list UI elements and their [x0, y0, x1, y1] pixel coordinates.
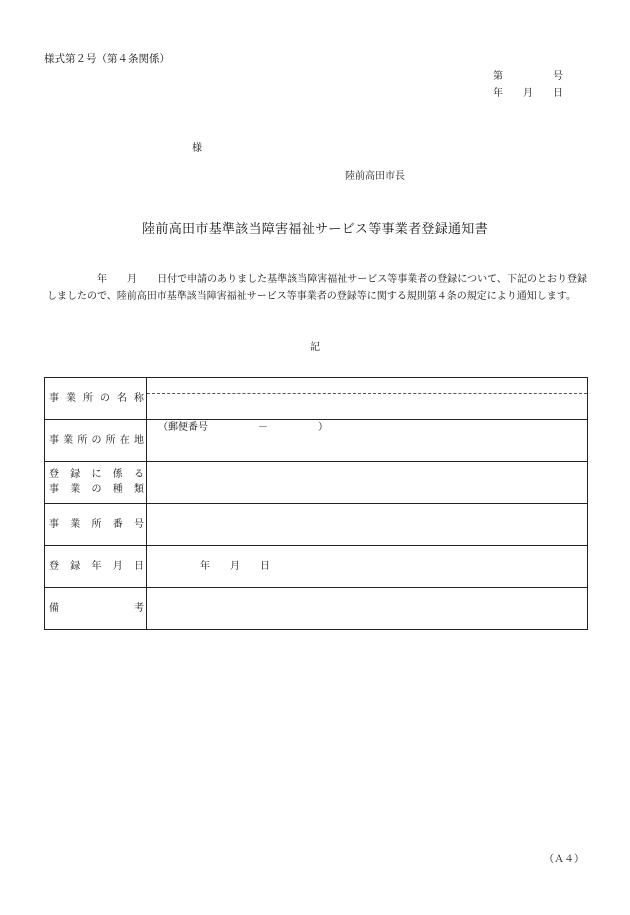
postal-code-line: （郵便番号 － ）	[158, 422, 328, 433]
table-row-office-address	[45, 420, 588, 462]
ki-heading: 記	[310, 342, 320, 353]
label-char: 事	[49, 518, 59, 530]
office-number-value	[147, 504, 588, 546]
furigana-dashed-divider	[147, 393, 587, 394]
label-justified	[49, 519, 144, 531]
label-char: 地	[133, 434, 144, 446]
label-char: 在	[119, 434, 130, 446]
label-char: 録	[70, 560, 81, 572]
business-type-label	[45, 462, 147, 504]
remarks-label	[45, 588, 147, 630]
document-title: 陸前高田市基準該当障害福祉サービス等事業者登録通知書	[142, 222, 488, 237]
addressee-suffix: 様	[192, 143, 202, 154]
document-date-line: 年 月 日	[493, 88, 563, 99]
label-char: 録	[70, 469, 81, 480]
label-char: 種	[112, 484, 123, 495]
label-char: の	[91, 434, 102, 446]
paper-size-mark: （Ａ４）	[544, 854, 584, 865]
label-char: 所	[77, 434, 88, 446]
label-justified-line1	[49, 469, 144, 481]
office-address-label	[45, 420, 147, 462]
label-justified	[49, 393, 144, 405]
label-char: 考	[134, 602, 144, 614]
table-row-office-name	[45, 378, 588, 420]
label-char: 号	[134, 518, 144, 530]
label-char: 所	[83, 392, 93, 404]
label-char: 所	[105, 434, 116, 446]
office-name-label	[45, 378, 147, 420]
label-char: 業	[70, 484, 81, 495]
label-char: に	[91, 469, 102, 480]
label-char: の	[91, 484, 102, 495]
label-char: 業	[66, 392, 76, 404]
notice-body-text: 年 月 日付で申請のありました基準該当障害福祉サービス等事業者の登録について、下記のとおり登録しましたので、陸前高田市基準該当障害福祉サービス等事業者の登録等に関する規則第４条の規定により通知します。	[47, 274, 587, 302]
label-char: 業	[70, 518, 81, 530]
label-char: 登	[49, 560, 59, 572]
table-row-remarks	[45, 588, 588, 630]
remarks-value	[147, 588, 588, 630]
office-address-value	[147, 420, 588, 462]
label-char: 事	[49, 434, 59, 446]
label-char: 係	[112, 469, 123, 480]
label-char: 事	[49, 484, 59, 495]
office-name-value	[147, 378, 588, 420]
label-justified	[49, 603, 144, 615]
label-char: の	[100, 392, 110, 404]
table-row-business-type	[45, 462, 588, 504]
label-char: 事	[49, 392, 59, 404]
label-char: 年	[91, 560, 102, 572]
table-row-registration-date	[45, 546, 588, 588]
form-number: 様式第２号（第４条関係）	[44, 53, 170, 65]
label-char: 類	[134, 484, 144, 495]
label-char: 称	[134, 392, 144, 404]
label-char: 月	[112, 560, 123, 572]
registration-record-table	[44, 377, 588, 630]
label-char: 名	[117, 392, 127, 404]
office-number-label	[45, 504, 147, 546]
registration-date-label	[45, 546, 147, 588]
document-number-line: 第 号	[493, 71, 563, 82]
table-row-office-number	[45, 504, 588, 546]
label-char: 登	[49, 469, 59, 480]
label-char: 所	[91, 518, 102, 530]
label-char: 備	[49, 602, 59, 614]
registration-date-text: 年 月 日	[200, 560, 270, 572]
label-justified	[49, 435, 144, 447]
label-char: 番	[112, 518, 123, 530]
label-char: 業	[63, 434, 74, 446]
label-justified	[49, 561, 144, 573]
issuer-name: 陸前高田市長	[345, 171, 405, 182]
registration-date-value	[147, 546, 588, 588]
label-justified-line2	[49, 484, 144, 496]
business-type-value	[147, 462, 588, 504]
label-char: 日	[134, 560, 144, 572]
label-char: る	[134, 469, 144, 480]
